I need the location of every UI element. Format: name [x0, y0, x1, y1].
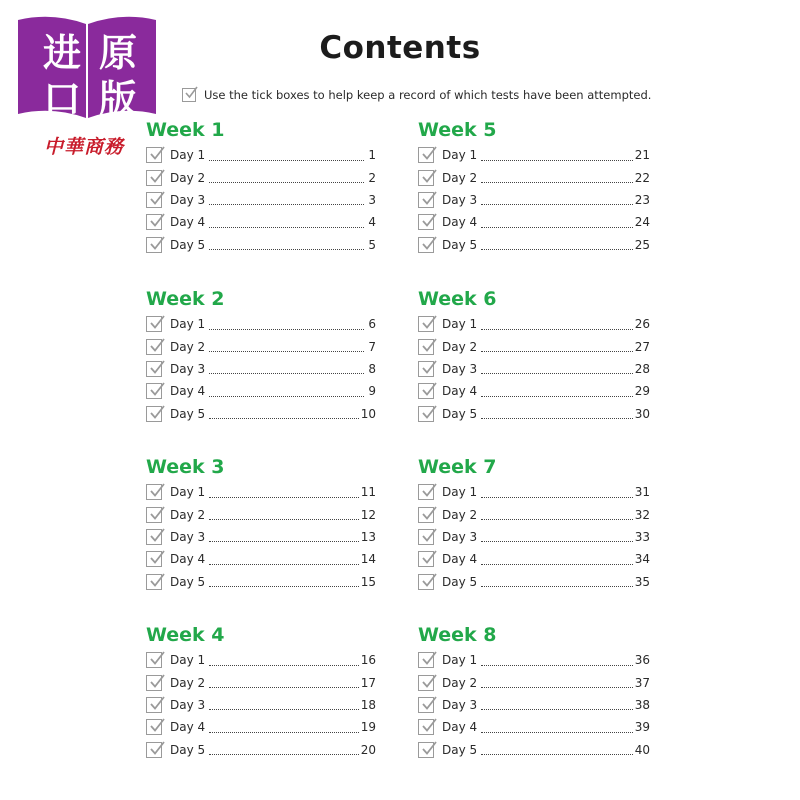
page-number: 26: [634, 317, 650, 332]
tick-box[interactable]: [146, 316, 162, 332]
day-label: Day 5: [170, 406, 206, 421]
day-label: Day 2: [442, 339, 478, 354]
tick-box[interactable]: [418, 529, 434, 545]
tick-box[interactable]: [418, 214, 434, 230]
checkmark-icon: [421, 191, 437, 207]
day-label: Day 5: [170, 237, 206, 252]
contents-row: [418, 526, 650, 548]
tick-box[interactable]: [146, 551, 162, 567]
contents-row: [146, 548, 376, 570]
day-label: Day 4: [442, 720, 478, 735]
instruction-tickbox: [182, 88, 196, 102]
tick-box[interactable]: [418, 675, 434, 691]
dot-leader: [209, 150, 364, 161]
page-number: 9: [368, 384, 376, 399]
page-number: 12: [360, 507, 376, 522]
day-label: Day 1: [170, 317, 206, 332]
week-section-5: [418, 118, 650, 256]
day-label: Day 3: [442, 192, 478, 207]
checkmark-icon: [421, 169, 437, 185]
tick-box[interactable]: [146, 652, 162, 668]
week-heading: Week 5: [418, 119, 497, 141]
dot-leader: [481, 172, 633, 183]
tick-box[interactable]: [146, 742, 162, 758]
tick-box[interactable]: [146, 192, 162, 208]
checkmark-icon: [421, 674, 437, 690]
checkmark-icon: [149, 573, 165, 589]
checkmark-icon: [184, 86, 198, 100]
checkmark-icon: [149, 483, 165, 499]
checkmark-icon: [421, 550, 437, 566]
tick-box[interactable]: [146, 529, 162, 545]
week-section-4: [146, 623, 376, 761]
dot-leader: [209, 677, 359, 688]
page-number: 1: [368, 148, 376, 163]
contents-row: [146, 166, 376, 188]
contents-row: [146, 739, 376, 761]
logo-char-4: 版: [98, 76, 137, 121]
contents-row: [418, 234, 650, 256]
page-number: 22: [634, 170, 650, 185]
day-label: Day 1: [170, 148, 206, 163]
checkmark-icon: [421, 718, 437, 734]
day-label: Day 1: [170, 485, 206, 500]
checkmark-icon: [421, 146, 437, 162]
contents-row: [146, 189, 376, 211]
day-label: Day 2: [442, 170, 478, 185]
day-label: Day 5: [442, 574, 478, 589]
checkmark-icon: [149, 236, 165, 252]
day-label: Day 4: [170, 552, 206, 567]
day-label: Day 5: [442, 742, 478, 757]
checkmark-icon: [421, 236, 437, 252]
checkmark-icon: [149, 651, 165, 667]
checkmark-icon: [149, 741, 165, 757]
dot-leader: [481, 677, 633, 688]
page-number: 36: [634, 653, 650, 668]
contents-row: [418, 380, 650, 402]
day-label: Day 5: [442, 406, 478, 421]
tick-box[interactable]: [146, 147, 162, 163]
logo-subtitle: 中華商務: [44, 136, 125, 158]
tick-box[interactable]: [418, 316, 434, 332]
tick-box[interactable]: [418, 742, 434, 758]
week-heading: Week 2: [146, 288, 225, 310]
instruction-text: Use the tick boxes to help keep a record of which tests have been attempted.: [204, 88, 652, 102]
contents-row: [146, 481, 376, 503]
tick-box[interactable]: [418, 484, 434, 500]
dot-leader: [209, 487, 359, 498]
dot-leader: [481, 487, 633, 498]
dot-leader: [209, 554, 359, 565]
page-number: 29: [634, 384, 650, 399]
dot-leader: [209, 744, 359, 755]
week-heading: Week 6: [418, 288, 497, 310]
contents-row: [418, 739, 650, 761]
day-label: Day 1: [442, 653, 478, 668]
page-number: 2: [368, 170, 376, 185]
contents-row: [418, 403, 650, 425]
week-heading: Week 3: [146, 456, 225, 478]
dot-leader: [209, 239, 364, 250]
checkmark-icon: [149, 213, 165, 229]
page-number: 16: [360, 653, 376, 668]
checkmark-icon: [149, 550, 165, 566]
day-label: Day 1: [170, 653, 206, 668]
tick-box[interactable]: [418, 406, 434, 422]
dot-leader: [481, 509, 633, 520]
contents-row: [146, 358, 376, 380]
checkmark-icon: [149, 169, 165, 185]
dot-leader: [481, 217, 633, 228]
page-number: 23: [634, 192, 650, 207]
page-number: 19: [360, 720, 376, 735]
dot-leader: [481, 744, 633, 755]
contents-row: [418, 481, 650, 503]
checkmark-icon: [149, 506, 165, 522]
contents-row: [146, 144, 376, 166]
dot-leader: [209, 386, 364, 397]
tick-box[interactable]: [146, 697, 162, 713]
dot-leader: [209, 509, 359, 520]
contents-row: [418, 313, 650, 335]
day-label: Day 3: [442, 529, 478, 544]
page-number: 25: [634, 237, 650, 252]
tick-box[interactable]: [146, 406, 162, 422]
page-number: 17: [360, 675, 376, 690]
contents-row: [418, 671, 650, 693]
contents-row: [418, 358, 650, 380]
tick-box[interactable]: [418, 507, 434, 523]
page-number: 31: [634, 485, 650, 500]
page-number: 11: [360, 485, 376, 500]
dot-leader: [209, 341, 364, 352]
tick-box[interactable]: [418, 574, 434, 590]
day-label: Day 4: [442, 384, 478, 399]
tick-box[interactable]: [146, 484, 162, 500]
tick-box[interactable]: [418, 652, 434, 668]
logo-char-1: 进: [42, 30, 81, 75]
week-section-7: [418, 455, 650, 593]
tick-box[interactable]: [418, 339, 434, 355]
logo-char-3: 口: [42, 76, 81, 121]
day-label: Day 1: [442, 317, 478, 332]
dot-leader: [209, 699, 359, 710]
tick-box[interactable]: [146, 339, 162, 355]
day-label: Day 4: [170, 384, 206, 399]
week-section-2: [146, 287, 376, 425]
dot-leader: [209, 319, 364, 330]
week-heading: Week 7: [418, 456, 497, 478]
checkmark-icon: [421, 741, 437, 757]
tick-box[interactable]: [146, 719, 162, 735]
page-number: 33: [634, 529, 650, 544]
contents-row: [418, 649, 650, 671]
week-heading: Week 8: [418, 624, 497, 646]
day-label: Day 3: [170, 697, 206, 712]
contents-row: [418, 335, 650, 357]
day-label: Day 4: [442, 552, 478, 567]
page-number: 4: [368, 215, 376, 230]
contents-row: [418, 166, 650, 188]
page-title: Contents: [319, 30, 481, 66]
tick-box[interactable]: [146, 574, 162, 590]
contents-row: [146, 571, 376, 593]
dot-leader: [481, 722, 633, 733]
page-number: 38: [634, 697, 650, 712]
checkmark-icon: [421, 528, 437, 544]
contents-row: [146, 649, 376, 671]
day-label: Day 2: [442, 507, 478, 522]
dot-leader: [209, 531, 359, 542]
tick-box[interactable]: [418, 719, 434, 735]
checkmark-icon: [421, 315, 437, 331]
week-section-8: [418, 623, 650, 761]
day-label: Day 2: [170, 339, 206, 354]
day-label: Day 5: [170, 574, 206, 589]
day-label: Day 4: [442, 215, 478, 230]
checkmark-icon: [149, 146, 165, 162]
dot-leader: [481, 150, 633, 161]
day-label: Day 2: [170, 507, 206, 522]
page-number: 37: [634, 675, 650, 690]
page-number: 24: [634, 215, 650, 230]
week-section-1: [146, 118, 376, 256]
day-label: Day 4: [170, 720, 206, 735]
checkmark-icon: [149, 718, 165, 734]
tick-box[interactable]: [418, 147, 434, 163]
dot-leader: [481, 194, 633, 205]
dot-leader: [481, 363, 633, 374]
day-label: Day 2: [170, 170, 206, 185]
contents-row: [418, 503, 650, 525]
dot-leader: [209, 217, 364, 228]
checkmark-icon: [421, 483, 437, 499]
tick-box[interactable]: [418, 237, 434, 253]
contents-row: [146, 313, 376, 335]
tick-box[interactable]: [146, 675, 162, 691]
page-number: 13: [360, 529, 376, 544]
dot-leader: [209, 576, 359, 587]
week-heading: Week 4: [146, 624, 225, 646]
page-number: 40: [634, 742, 650, 757]
contents-row: [146, 380, 376, 402]
contents-row: [146, 503, 376, 525]
checkmark-icon: [149, 696, 165, 712]
checkmark-icon: [421, 405, 437, 421]
dot-leader: [209, 722, 359, 733]
contents-row: [146, 671, 376, 693]
page-number: 5: [368, 237, 376, 252]
day-label: Day 1: [442, 148, 478, 163]
page-number: 14: [360, 552, 376, 567]
contents-row: [146, 403, 376, 425]
dot-leader: [481, 408, 633, 419]
week-heading: Week 1: [146, 119, 225, 141]
dot-leader: [209, 172, 364, 183]
dot-leader: [481, 699, 633, 710]
checkmark-icon: [421, 360, 437, 376]
checkmark-icon: [421, 696, 437, 712]
checkmark-icon: [149, 674, 165, 690]
page-number: 35: [634, 574, 650, 589]
tick-box[interactable]: [418, 383, 434, 399]
dot-leader: [481, 319, 633, 330]
contents-row: [418, 548, 650, 570]
checkmark-icon: [149, 338, 165, 354]
tick-box[interactable]: [418, 170, 434, 186]
checkmark-icon: [149, 382, 165, 398]
page-number: 21: [634, 148, 650, 163]
contents-row: [418, 694, 650, 716]
dot-leader: [481, 531, 633, 542]
page-number: 20: [360, 742, 376, 757]
day-label: Day 3: [442, 697, 478, 712]
page-number: 15: [360, 574, 376, 589]
day-label: Day 2: [170, 675, 206, 690]
dot-leader: [209, 655, 359, 666]
dot-leader: [209, 194, 364, 205]
day-label: Day 4: [170, 215, 206, 230]
contents-row: [146, 716, 376, 738]
page-number: 27: [634, 339, 650, 354]
day-label: Day 1: [442, 485, 478, 500]
tick-box[interactable]: [418, 192, 434, 208]
tick-box[interactable]: [146, 383, 162, 399]
tick-box[interactable]: [146, 214, 162, 230]
checkmark-icon: [149, 360, 165, 376]
page-number: 28: [634, 361, 650, 376]
dot-leader: [481, 576, 633, 587]
tick-box[interactable]: [146, 361, 162, 377]
day-label: Day 2: [442, 675, 478, 690]
checkmark-icon: [149, 405, 165, 421]
day-label: Day 3: [170, 192, 206, 207]
tick-box[interactable]: [418, 697, 434, 713]
checkmark-icon: [421, 506, 437, 522]
dot-leader: [481, 386, 633, 397]
tick-box[interactable]: [146, 237, 162, 253]
instruction: [182, 85, 651, 105]
logo-char-2: 原: [98, 30, 137, 75]
day-label: Day 3: [170, 529, 206, 544]
page-number: 10: [360, 406, 376, 421]
contents-row: [146, 526, 376, 548]
contents-row: [418, 189, 650, 211]
week-section-3: [146, 455, 376, 593]
checkmark-icon: [149, 191, 165, 207]
dot-leader: [481, 554, 633, 565]
tick-box[interactable]: [418, 551, 434, 567]
checkmark-icon: [421, 382, 437, 398]
contents-row: [418, 571, 650, 593]
page-number: 32: [634, 507, 650, 522]
page-number: 8: [368, 361, 376, 376]
checkmark-icon: [421, 213, 437, 229]
dot-leader: [209, 363, 364, 374]
checkmark-icon: [421, 573, 437, 589]
checkmark-icon: [421, 338, 437, 354]
dot-leader: [209, 408, 359, 419]
day-label: Day 3: [442, 361, 478, 376]
dot-leader: [481, 655, 633, 666]
page-number: 18: [360, 697, 376, 712]
contents-row: [146, 211, 376, 233]
week-section-6: [418, 287, 650, 425]
day-label: Day 5: [442, 237, 478, 252]
page-number: 34: [634, 552, 650, 567]
day-label: Day 3: [170, 361, 206, 376]
dot-leader: [481, 239, 633, 250]
contents-row: [146, 234, 376, 256]
page-number: 39: [634, 720, 650, 735]
day-label: Day 5: [170, 742, 206, 757]
tick-box[interactable]: [146, 170, 162, 186]
page-number: 6: [368, 317, 376, 332]
page-number: 3: [368, 192, 376, 207]
checkmark-icon: [421, 651, 437, 667]
contents-row: [146, 335, 376, 357]
contents-row: [418, 211, 650, 233]
contents-row: [418, 716, 650, 738]
contents-row: [418, 144, 650, 166]
contents-row: [146, 694, 376, 716]
checkmark-icon: [149, 528, 165, 544]
tick-box[interactable]: [146, 507, 162, 523]
page-number: 30: [634, 406, 650, 421]
checkmark-icon: [149, 315, 165, 331]
tick-box[interactable]: [418, 361, 434, 377]
page-number: 7: [368, 339, 376, 354]
dot-leader: [481, 341, 633, 352]
